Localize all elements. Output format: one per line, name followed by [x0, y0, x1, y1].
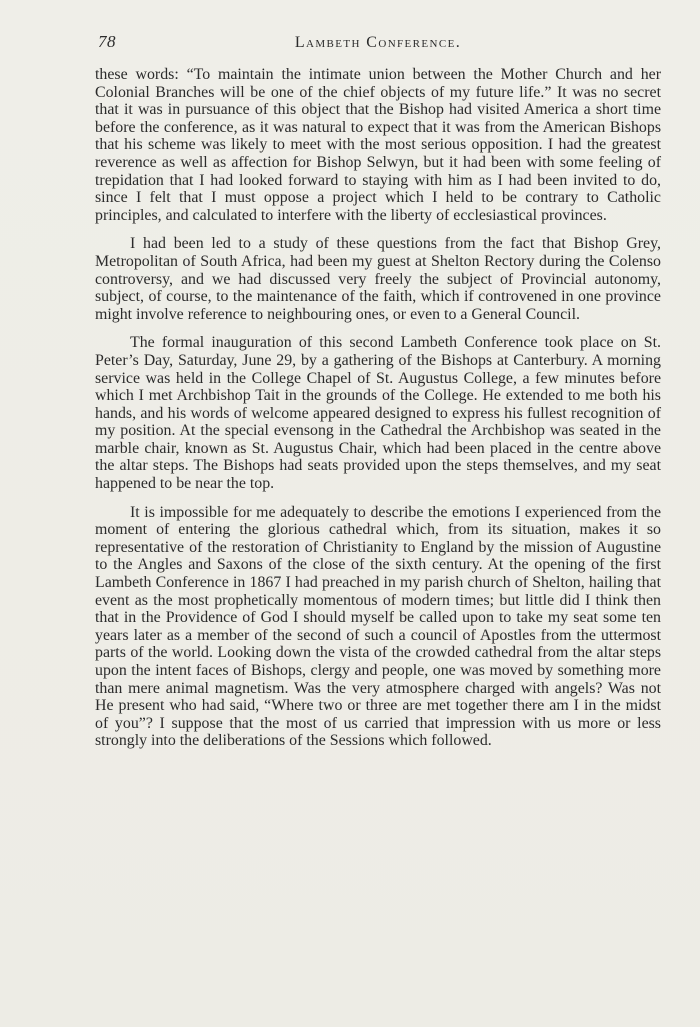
body-text [95, 66, 661, 761]
paragraph: The formal inauguration of this second Lambeth Conference took place on St. Peter’s Day, Saturday, June 29, by a gathering of the Bishops at Canterbury. A morning service was held in the College Chapel of St. Augustus College, a few minutes before which I met Archbishop Tait in the grounds of the College. He extended to me both his hands, and his words of welcome appeared designed to express his fullest recognition of my position. At the special evensong in the Cathedral the Archbishop was seated in the marble chair, known as St. Augustus Chair, which had been placed in the centre above the altar steps. The Bishops had seats provided upon the steps themselves, and my seat happened to be near the top. [95, 334, 661, 493]
running-title: Lambeth Conference. [294, 34, 462, 51]
paragraph: It is impossible for me adequately to describe the emotions I experienced from the moment of entering the glorious cathedral which, from its situation, makes it so representative of the restoration of Christianity to England by the mission of Augustine to the Angles and Saxons of the close of the sixth century. At the opening of the first Lambeth Conference in 1867 I had preached in my parish church of Shelton, hailing that event as the most prophetically momentous of modern times; but little did I think then that in the Providence of God I should myself be called upon to take my seat some ten years later as a member of the second of such a council of Apostles from the uttermost parts of the world. Looking down the vista of the crowded cathedral from the altar steps upon the intent faces of Bishops, clergy and people, one was moved by something more than mere animal magnetism. Was the very atmosphere charged with angels? Was not He present who had said, “Where two or three are met together there am I in the midst of you”? I suppose that the most of us carried that impression with us more or less strongly into the deliberations of the Sessions which followed. [95, 503, 661, 750]
page-number: 78 [98, 32, 116, 51]
page-header [96, 32, 660, 54]
paragraph: these words: “To maintain the intimate union between the Mother Church and her Colonial Branches will be one of the chief objects of my future life.” It was no secret that it was in pursuance of this object that the Bishop had visited America a short time before the conference, as it was natural to expect that it was from the American Bishops that his scheme was likely to meet with the most serious opposition. I had the greatest reverence as well as affection for Bishop Selwyn, but it had been with some feeling of trepidation that I had looked forward to staying with him as I had been invited to do, since I felt that I must oppose a project which I held to be contrary to Catholic principles, and calculated to interfere with the liberty of ecclesiastical provinces. [95, 66, 661, 224]
paragraph: I had been led to a study of these questions from the fact that Bishop Grey, Metropolitan of South Africa, had been my guest at Shelton Rectory during the Colenso controversy, and we had discussed very freely the subject of Provincial autonomy, subject, of course, to the maintenance of the faith, which if controvened in one province might involve reference to neighbouring ones, or even to a General Council. [95, 235, 661, 323]
